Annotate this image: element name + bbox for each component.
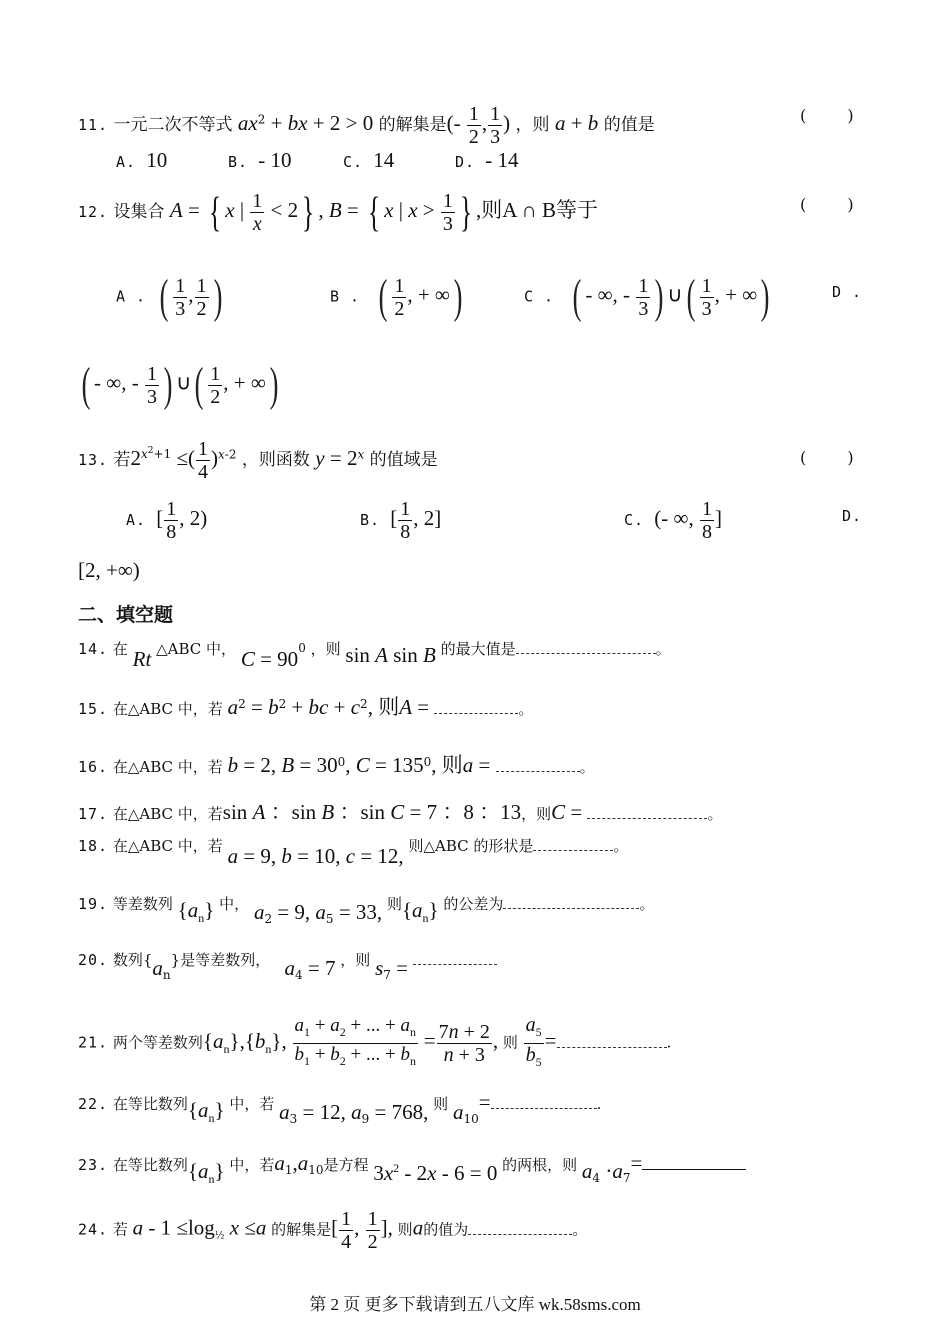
question-13: 13. 若$2^{x^2+1}$ ≤( $\frac{1}{4}$ )$^{x-2}$ ，则函数 $y = 2^x$ 的值域是 xyxy=(78,438,438,483)
option-c: C. 14 xyxy=(343,148,395,172)
option-a: A . ( $\frac{1}{3}$ , $\frac{1}{2}$ ) xyxy=(116,270,222,323)
question-24: 24. 若 $a - 1 \le\log_{\frac{1}{2}}$ x ≤a 的解集是[ $\frac{1}{4}$ , $\frac{1}{2}$ ], 则a的值为 。 xyxy=(78,1208,588,1253)
question-20: 20. 数列$\{a_n\}$是等差数列， $a_4 = 7$ ，则 $s_7$ = xyxy=(78,946,497,977)
question-17: 17. 在△ABC 中，若sin A ：sin B ：sin C = 7 ：8 ：13，则C = 。 xyxy=(78,800,723,824)
option-d: D. xyxy=(842,507,863,525)
question-19: 19. 等差数列 $\{a_n\}$ 中， $a_2 = 9$, $a_5 = 33$, 则$\{a_n\}$ 的公差为 。 xyxy=(78,895,655,926)
option-c: C . ( - ∞, - $\frac{1}{3}$ ) ∪( $\frac{1}{3}$ , + ∞) xyxy=(524,270,770,323)
question-12: 12. 设集合 A = { x | $\frac{1}{x}$ < 2} , B = { x | x > $\frac{1}{3}$ } ,则A ∩ B等于 xyxy=(78,189,598,236)
option-b: B. [ $\frac{1}{8}$ , 2] xyxy=(360,498,442,543)
option-d-value: ( - ∞, - $\frac{1}{3}$ ) ∪( $\frac{1}{2}$ , + ∞) xyxy=(81,358,279,411)
question-text: 的解集是 xyxy=(378,115,447,135)
option-d-value: [2, +∞) xyxy=(78,558,140,582)
question-18: 18. 在△ABC 中，若 a = 9, b = 10, c = 12, 则△ABC 的形状是 。 xyxy=(78,837,629,868)
option-b: B. - 10 xyxy=(228,148,292,172)
question-22: 22. 在等比数列$\{a_n\}$ 中，若 $a_3 = 12$, $a_9 = 768$, 则 $a_{10}=$ . xyxy=(78,1090,602,1126)
option-b: B . ( $\frac{1}{2}$ , + ∞) xyxy=(330,270,463,323)
question-16: 16. 在△ABC 中，若 b = 2, $B = 30^0$, $C = 135^0$, 则a = 。 xyxy=(78,753,595,777)
option-d: D . xyxy=(832,283,863,301)
option-c: C. (- ∞, $\frac{1}{8}$ ] xyxy=(624,498,722,543)
question-text: 一元二次不等式 xyxy=(113,115,233,135)
question-15: 15. 在△ABC 中，若 $a^2 = b^2$ + bc + $c^2$, 则A = 。 xyxy=(78,695,534,719)
page-footer: 第 2 页 更多下载请到五八文库 wk.58sms.com xyxy=(309,1295,641,1314)
question-14: 14. 在 Rt △ABC 中， $C = 90^0$ ，则 sin A sin B 的最大值是 。 xyxy=(78,640,671,671)
question-23: 23. 在等比数列$\{a_n\}$ 中，若$a_1,a_{10}$是方程 $3x^2 - 2x - 6 = 0$ 的两根，则 $a_4 \cdot a_7=$ xyxy=(78,1146,746,1183)
section-heading: 二、填空题 xyxy=(78,604,174,626)
option-a: A. 10 xyxy=(116,148,168,172)
option-d: D. - 14 xyxy=(455,148,519,172)
question-21: 21. 两个等差数列$\{a_n\},\{b_n\}$, $\frac{a_1 + a_2 + ... + a_n}{b_1 + b_2 + ... + b_n}$ = $\frac{7n + 2}{n + 3}$ , 则 $\frac{a_5}{b_5}$ = . xyxy=(78,1014,672,1069)
question-11: 11. 一元二次不等式 $ax^2$ + bx + 2 > 0 的解集是(- $\frac{1}{2}$ , $\frac{1}{3}$ ) ，则 a + b 的值是 xyxy=(78,103,655,148)
answer-paren: ( ) xyxy=(800,106,872,125)
option-a: A. [ $\frac{1}{8}$ , 2) xyxy=(126,498,208,543)
question-number: 11. xyxy=(78,116,109,134)
